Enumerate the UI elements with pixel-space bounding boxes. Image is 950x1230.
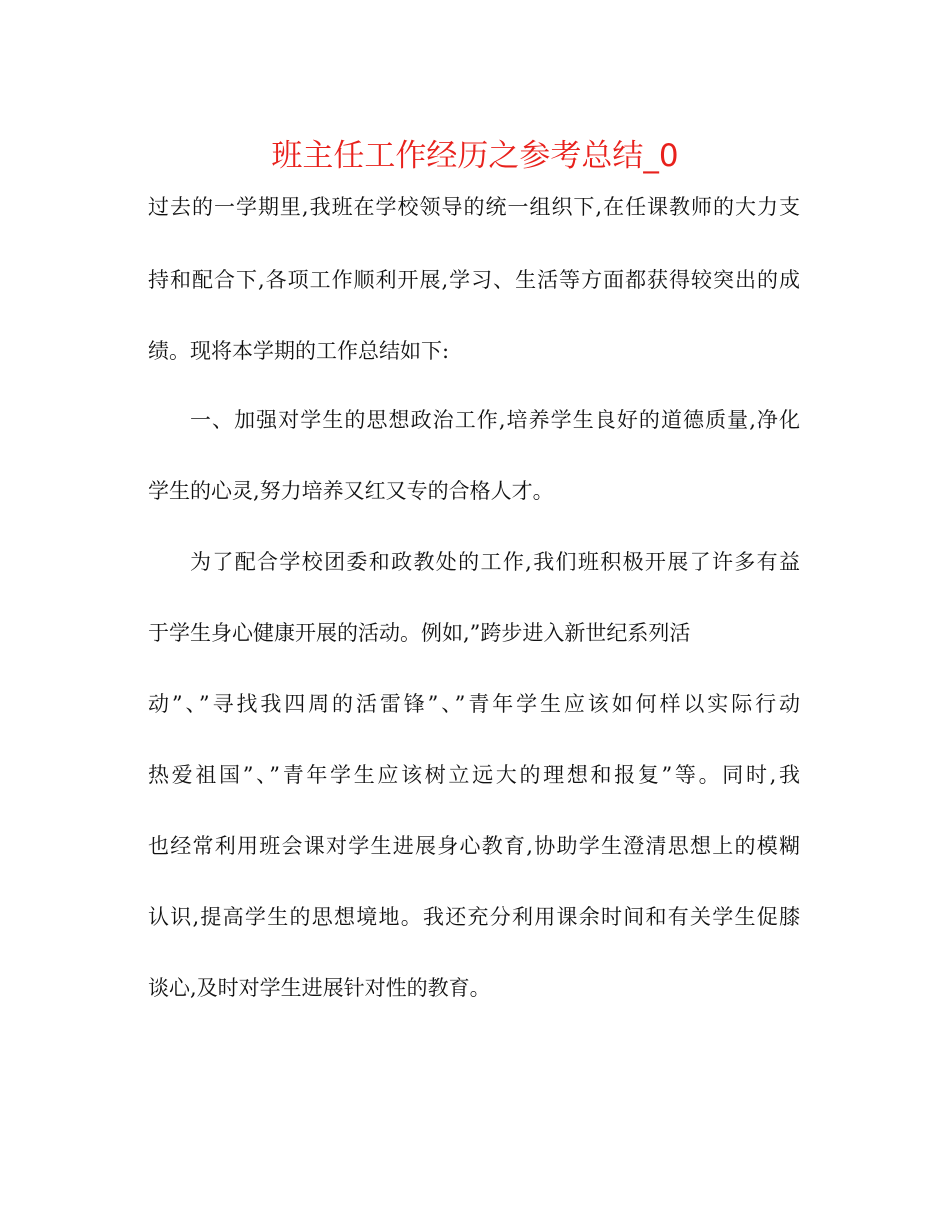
paragraph-line-2: 持和配合下,各项工作顺利开展,学习、生活等方面都获得较突出的成: [148, 268, 800, 292]
paragraph-line-1: 过去的一学期里,我班在学校领导的统一组织下,在任课教师的大力支: [148, 195, 800, 219]
paragraph-line-5: 学生的心灵,努力培养又红又专的合格人才。: [148, 479, 554, 503]
paragraph-line-9: 热爱祖国”、”青年学生应该树立远大的理想和报复”等。同时,我: [148, 763, 800, 787]
paragraph-line-11: 认识,提高学生的思想境地。我还充分利用课余时间和有关学生促膝: [148, 905, 800, 929]
paragraph-line-4: 一、加强对学生的思想政治工作,培养学生良好的道德质量,净化: [190, 408, 800, 432]
paragraph-line-8: 动”、”寻找我四周的活雷锋”、”青年学生应该如何样以实际行动: [148, 692, 800, 716]
paragraph-line-6: 为了配合学校团委和政教处的工作,我们班积极开展了许多有益: [190, 550, 800, 574]
paragraph-line-12: 谈心,及时对学生进展针对性的教育。: [148, 976, 491, 1000]
paragraph-line-10: 也经常利用班会课对学生进展身心教育,协助学生澄清思想上的模糊: [148, 834, 800, 858]
document-title: 班主任工作经历之参考总结_0: [271, 138, 679, 174]
paragraph-line-7: 于学生身心健康开展的活动。例如,”跨步进入新世纪系列活: [148, 621, 691, 645]
paragraph-line-3: 绩。现将本学期的工作总结如下:: [148, 339, 450, 363]
